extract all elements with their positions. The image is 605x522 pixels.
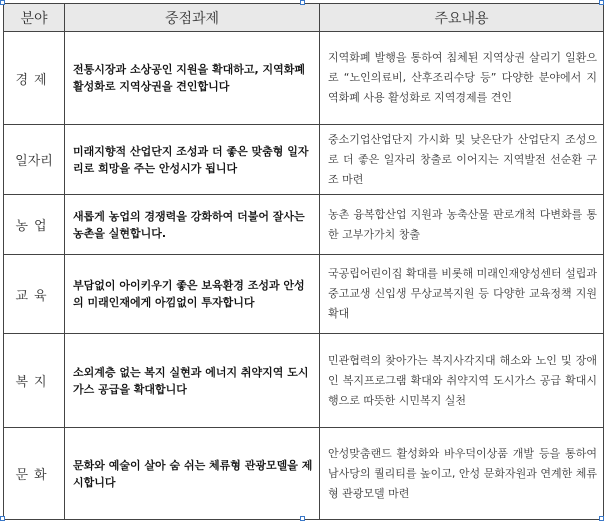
header-category: 분야 bbox=[4, 4, 65, 32]
row-focus: 부담없이 아이키우기 좋은 보육환경 조성과 안성의 미래인재에게 아낌없이 투자합니다 bbox=[65, 255, 320, 334]
row-focus: 소외계층 없는 복지 실현과 에너지 취약지역 도시가스 공급을 확대합니다 bbox=[65, 334, 320, 428]
header-content: 주요내용 bbox=[320, 4, 604, 32]
table-row bbox=[4, 334, 604, 428]
resize-handle-bottom-middle[interactable] bbox=[300, 516, 305, 521]
table-row bbox=[4, 195, 604, 255]
header-focus: 중점과제 bbox=[65, 4, 320, 32]
resize-handle-bottom-left[interactable] bbox=[0, 516, 5, 521]
row-category: 경제 bbox=[4, 32, 65, 125]
table-row bbox=[4, 255, 604, 334]
row-content: 안성맞춤랜드 활성화와 바우덕이상품 개발 등을 통하여 남사당의 퀄리티를 높이고, 안성 문화자원과 연계한 체류형 관광모델 마련 bbox=[320, 428, 604, 520]
policy-table bbox=[3, 3, 604, 520]
row-category: 문화 bbox=[4, 428, 65, 520]
header-row bbox=[4, 4, 604, 32]
resize-handle-bottom-right[interactable] bbox=[599, 516, 604, 521]
row-content: 국공립어린이집 확대를 비롯해 미래인재양성센터 설립과 중고교생 신입생 무상교복지원 등 다양한 교육정책 지원 확대 bbox=[320, 255, 604, 334]
row-content: 농촌 융복합산업 지원과 농축산물 판로개척 다변화를 통한 고부가가치 창출 bbox=[320, 195, 604, 255]
row-category: 농업 bbox=[4, 195, 65, 255]
row-focus: 미래지향적 산업단지 조성과 더 좋은 맞춤형 일자리로 희망을 주는 안성시가 됩니다 bbox=[65, 125, 320, 195]
row-focus: 문화와 예술이 살아 숨 쉬는 체류형 관광모델을 제시합니다 bbox=[65, 428, 320, 520]
row-category: 일자리 bbox=[4, 125, 65, 195]
resize-handle-top-left[interactable] bbox=[0, 0, 5, 5]
table-row bbox=[4, 32, 604, 125]
row-focus: 새롭게 농업의 경쟁력을 강화하여 더불어 잘사는 농촌을 실현합니다. bbox=[65, 195, 320, 255]
row-category: 교육 bbox=[4, 255, 65, 334]
row-content: 중소기업산업단지 가시화 및 낮은단가 산업단지 조성으로 더 좋은 일자리 창출로 이어지는 지역발전 선순환 구조 마련 bbox=[320, 125, 604, 195]
row-focus: 전통시장과 소상공인 지원을 확대하고, 지역화폐 활성화로 지역상권을 견인합니다 bbox=[65, 32, 320, 125]
resize-handle-top-right[interactable] bbox=[599, 0, 604, 5]
table-row bbox=[4, 428, 604, 520]
row-content: 민관협력의 찾아가는 복지사각지대 해소와 노인 및 장애인 복지프로그램 확대와 취약지역 도시가스 공급 확대시행으로 따뜻한 시민복지 실천 bbox=[320, 334, 604, 428]
table-row bbox=[4, 125, 604, 195]
row-content: 지역화폐 발행을 통하여 침체된 지역상권 살리기 일환으로 “노인의료비, 산후조리수당 등” 다양한 분야에서 지역화폐 사용 활성화로 지역경제를 견인 bbox=[320, 32, 604, 125]
resize-handle-top-middle[interactable] bbox=[300, 0, 305, 5]
row-category: 복지 bbox=[4, 334, 65, 428]
